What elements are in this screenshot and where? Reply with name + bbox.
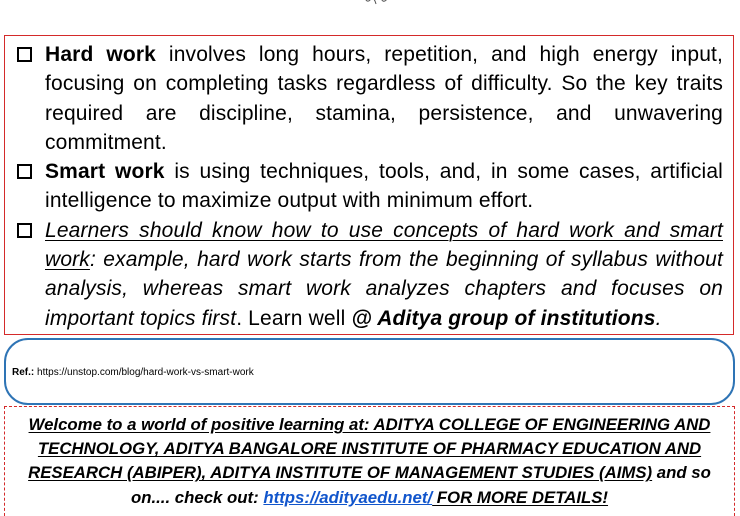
bullet-text bbox=[45, 157, 723, 216]
welcome-line-3-rest: and so bbox=[652, 463, 711, 483]
welcome-line-4-end: FOR MORE DETAILS! bbox=[432, 487, 609, 507]
bullet-end: . bbox=[655, 306, 662, 330]
bullet-smart-work bbox=[17, 157, 723, 216]
welcome-line-4-start: on.... check out: bbox=[130, 487, 264, 507]
aditya-website-link[interactable]: https://adityaedu.net/ bbox=[263, 487, 433, 507]
bullet-aditya-group: @ Aditya group of institutions bbox=[351, 306, 656, 330]
bullet-learners bbox=[17, 216, 723, 333]
bullet-learn-well: . Learn well bbox=[236, 306, 352, 330]
bullet-text bbox=[45, 40, 723, 157]
content-box bbox=[4, 35, 734, 335]
bullet-hard-work bbox=[17, 40, 723, 157]
welcome-line-3-underlined: RESEARCH (ABIPER), ADITYA INSTITUTE OF MANAGEMENT STUDIES (AIMS) bbox=[28, 463, 653, 483]
bullet-lead: Smart work bbox=[45, 160, 165, 184]
bullet-lead: Hard work bbox=[45, 43, 156, 66]
bullet-underlined-heading: Learners should know how to use concepts of hard work and smart work bbox=[45, 218, 723, 272]
reference-label: Ref.: bbox=[12, 367, 35, 378]
welcome-line-4 bbox=[15, 486, 724, 510]
bullet-text bbox=[45, 216, 723, 333]
checkbox-bullet-icon bbox=[17, 47, 32, 62]
reference-url[interactable]: https://unstop.com/blog/hard-work-vs-smart-work bbox=[34, 367, 254, 378]
checkbox-bullet-icon bbox=[17, 223, 32, 238]
bullet-body: is using techniques, tools, and, in some cases, artificial intelligence to maximize output with minimum effort. bbox=[45, 160, 723, 213]
welcome-line-1: Welcome to a world of positive learning at: ADITYA COLLEGE OF ENGINEERING AND bbox=[28, 415, 711, 434]
decorative-fragment-icon bbox=[356, 0, 396, 8]
reference-box bbox=[4, 338, 735, 405]
bullet-example: : example, hard work starts from the beginning of syllabus without analysis, whereas smart work analyzes chapters and focuses on important topics first bbox=[45, 248, 723, 330]
welcome-line-2: TECHNOLOGY, ADITYA BANGALORE INSTITUTE OF PHARMACY EDUCATION AND bbox=[37, 439, 702, 459]
welcome-line-3 bbox=[15, 461, 724, 485]
bullet-body: involves long hours, repetition, and high energy input, focusing on completing tasks regardless of difficulty. So the key traits required are discipline, stamina, persistence, and unwavering commitment. bbox=[45, 43, 724, 154]
checkbox-bullet-icon bbox=[17, 164, 32, 179]
